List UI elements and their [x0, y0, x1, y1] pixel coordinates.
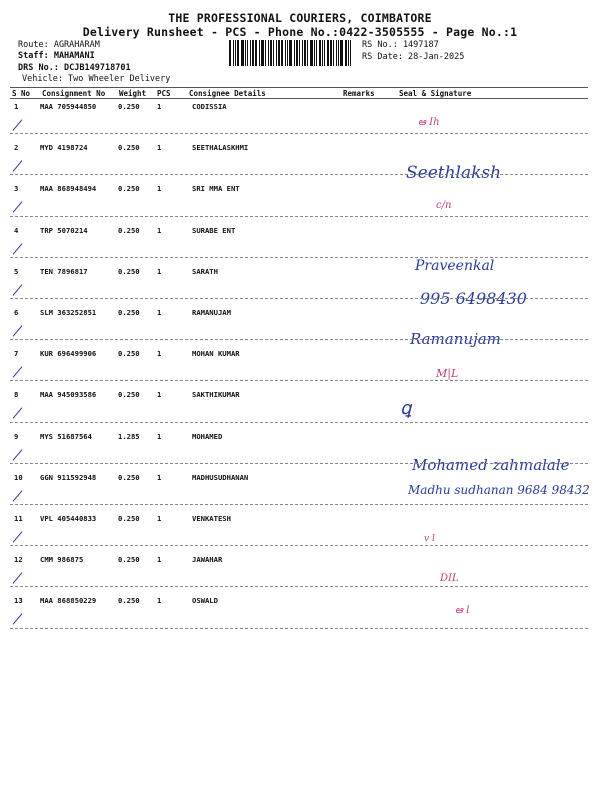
- cell-sno: 4: [14, 225, 19, 235]
- cell-consignee: RAMANUJAM: [192, 308, 231, 317]
- cell-pcs: 1: [157, 225, 162, 235]
- signature: c/n: [436, 200, 452, 212]
- cell-sno: 6: [14, 308, 19, 317]
- row-separator: [10, 174, 588, 175]
- col-seal-signature: Seal & Signature: [399, 89, 472, 98]
- signature: Ramanujam: [410, 330, 501, 348]
- col-weight: Weight: [119, 89, 147, 98]
- col-consignee: Consignee Details: [189, 89, 266, 98]
- barcode-image: [229, 40, 354, 66]
- col-sno: S No: [12, 89, 31, 98]
- cell-pcs: 1: [157, 472, 162, 482]
- check-mark-icon: [13, 367, 23, 378]
- check-mark-icon: [13, 161, 23, 172]
- row-separator: [10, 422, 588, 423]
- runsheet-subtitle: Delivery Runsheet - PCS - Phone No.:0422-3505555 - Page No.:1: [82, 25, 518, 39]
- cell-sno: 9: [14, 431, 19, 441]
- signature: ఆ Ih: [418, 117, 440, 128]
- row-separator: [10, 216, 588, 217]
- company-title: THE PROFESSIONAL COURIERS, COIMBATORE: [168, 11, 432, 25]
- cell-weight: 0.250: [118, 102, 140, 111]
- cell-consignee: OSWALD: [192, 596, 218, 606]
- cell-pcs: 1: [157, 390, 162, 400]
- cell-consignee: SAKTHIKUMAR: [192, 390, 240, 400]
- header-bottom-rule: [10, 98, 588, 99]
- col-consignment: Consignment No: [42, 89, 106, 98]
- cell-consignee: CODISSIA: [192, 102, 227, 111]
- cell-consignee: MOHAN KUMAR: [192, 349, 240, 359]
- row-separator: [10, 133, 588, 134]
- row-separator: [10, 298, 588, 299]
- rs-date: RS Date: 28-Jan-2025: [362, 52, 465, 62]
- cell-pcs: 1: [157, 349, 162, 359]
- cell-consignment: CMM 986875: [40, 555, 84, 565]
- cell-sno: 10: [14, 472, 23, 482]
- cell-consignee: MADHUSUDHANAN: [192, 472, 249, 482]
- row-separator: [10, 586, 588, 587]
- cell-sno: 11: [14, 514, 23, 523]
- rs-number: RS No.: 1497187: [362, 40, 439, 50]
- cell-consignee: SRI MMA ENT: [192, 184, 240, 194]
- cell-consignee: SARATH: [192, 266, 218, 276]
- signature: Mohamed zahmalale: [412, 455, 570, 474]
- cell-sno: 12: [14, 555, 23, 565]
- cell-pcs: 1: [157, 308, 162, 317]
- cell-consignment: GGN 911592948: [40, 472, 97, 482]
- staff-label: Staff: MAHAMANI: [18, 51, 95, 61]
- check-mark-icon: [13, 202, 23, 213]
- header-top-rule: [10, 87, 588, 88]
- cell-pcs: 1: [157, 555, 162, 565]
- check-mark-icon: [13, 573, 23, 584]
- cell-sno: 7: [14, 349, 19, 359]
- cell-consignment: KUR 696499906: [40, 349, 97, 359]
- cell-weight: 0.250: [118, 349, 140, 359]
- cell-sno: 1: [14, 102, 19, 111]
- cell-consignment: TEN 7896817: [40, 266, 88, 276]
- cell-pcs: 1: [157, 431, 162, 441]
- signature: DIL: [440, 573, 459, 585]
- cell-weight: 0.250: [118, 266, 140, 276]
- cell-weight: 0.250: [118, 143, 140, 153]
- cell-consignee: SEETHALASKHMI: [192, 143, 249, 153]
- cell-consignment: MAA 945093586: [40, 390, 97, 400]
- check-mark-icon: [13, 119, 23, 130]
- signature: 995 6498430: [420, 288, 527, 308]
- cell-weight: 0.250: [118, 555, 140, 565]
- row-separator: [10, 463, 588, 464]
- drs-number: DRS No.: DCJB149718701: [18, 63, 131, 73]
- cell-weight: 0.250: [118, 596, 140, 606]
- check-mark-icon: [13, 243, 23, 254]
- cell-weight: 0.250: [118, 184, 140, 194]
- row-separator: [10, 380, 588, 381]
- cell-pcs: 1: [157, 266, 162, 276]
- row-separator: [10, 339, 588, 340]
- check-mark-icon: [13, 408, 23, 419]
- cell-pcs: 1: [157, 143, 162, 153]
- cell-consignment: MYD 4198724: [40, 143, 88, 153]
- signature: ꝗ: [400, 398, 412, 420]
- cell-sno: 13: [14, 596, 23, 606]
- cell-consignment: SLM 363252851: [40, 308, 97, 317]
- check-mark-icon: [13, 325, 23, 336]
- cell-sno: 5: [14, 266, 19, 276]
- cell-weight: 0.250: [118, 390, 140, 400]
- signature: Praveenkal: [415, 257, 495, 274]
- check-mark-icon: [13, 490, 23, 501]
- cell-consignment: MYS 51687564: [40, 431, 92, 441]
- check-mark-icon: [13, 284, 23, 295]
- cell-consignee: JAWAHAR: [192, 555, 223, 565]
- cell-weight: 0.250: [118, 514, 140, 523]
- cell-weight: 0.250: [118, 225, 140, 235]
- cell-consignee: MOHAMED: [192, 431, 223, 441]
- row-separator: [10, 257, 588, 258]
- cell-consignment: MAA 705944850: [40, 102, 97, 111]
- cell-consignment: VPL 405440833: [40, 514, 97, 523]
- cell-pcs: 1: [157, 102, 162, 111]
- check-mark-icon: [13, 531, 23, 542]
- signature: Madhu sudhanan 9684 98432: [408, 482, 590, 497]
- cell-consignee: SURABE ENT: [192, 225, 236, 235]
- signature: ఆ l: [455, 605, 470, 617]
- cell-weight: 0.250: [118, 308, 140, 317]
- cell-consignee: VENKATESH: [192, 514, 231, 523]
- signature: v l: [424, 534, 435, 544]
- cell-pcs: 1: [157, 184, 162, 194]
- signature: Seethlaksh: [406, 163, 502, 184]
- row-separator: [10, 504, 588, 505]
- cell-sno: 3: [14, 184, 19, 194]
- cell-consignment: MAA 868850229: [40, 596, 97, 606]
- cell-pcs: 1: [157, 596, 162, 606]
- signature: M|L: [436, 367, 459, 381]
- col-remarks: Remarks: [343, 89, 375, 98]
- cell-sno: 2: [14, 143, 19, 153]
- cell-sno: 8: [14, 390, 19, 400]
- check-mark-icon: [13, 614, 23, 625]
- check-mark-icon: [13, 449, 23, 460]
- cell-consignment: TRP 5070214: [40, 225, 88, 235]
- row-separator: [10, 628, 588, 629]
- cell-consignment: MAA 868948494: [40, 184, 97, 194]
- route-label: Route: AGRAHARAM: [18, 40, 100, 50]
- cell-weight: 1.285: [118, 431, 140, 441]
- cell-weight: 0.250: [118, 472, 140, 482]
- row-separator: [10, 545, 588, 546]
- cell-pcs: 1: [157, 514, 162, 523]
- col-pcs: PCS: [157, 89, 171, 98]
- vehicle-label: Vehicle: Two Wheeler Delivery: [22, 74, 171, 84]
